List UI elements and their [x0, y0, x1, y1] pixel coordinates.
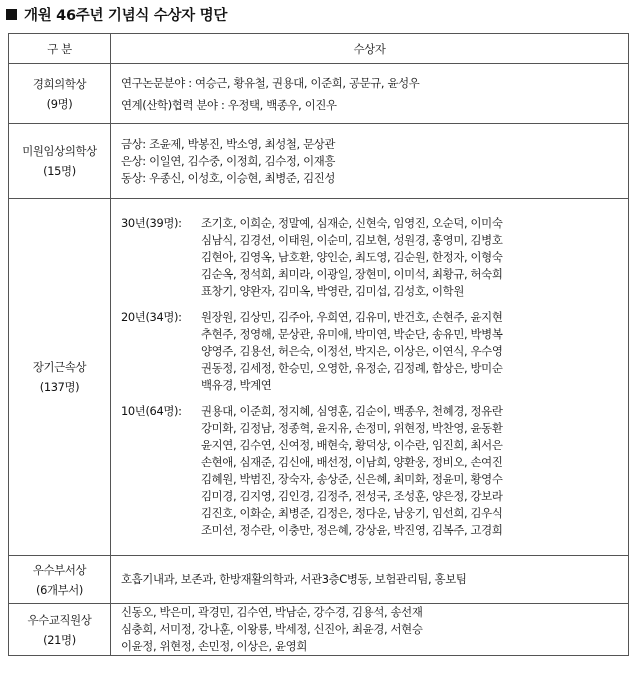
group-label: 30년(39명):: [121, 216, 182, 230]
title-text: 개원 46주년 기념식 수상자 명단: [24, 7, 228, 24]
page-title: [4, 2, 227, 26]
header-category: 구 분: [9, 34, 111, 64]
table-row: [9, 64, 629, 124]
winner-line: 백유경, 박계연: [201, 378, 272, 392]
table-row: [9, 199, 629, 556]
winner-line: 윤지연, 김수연, 신여정, 배현숙, 황덕상, 이수란, 임진희, 최서은: [201, 438, 503, 452]
header-winners: 수상자: [111, 34, 629, 64]
category-name: 장기근속상: [32, 360, 87, 374]
winner-line: 신동오, 박은미, 곽경민, 김수연, 박남순, 강수경, 김용석, 송선재: [121, 605, 423, 619]
square-bullet-icon: [6, 9, 17, 20]
category-count: (6개부서): [35, 582, 84, 597]
category-cell: [9, 604, 111, 656]
category-name: 우수교직원상: [27, 612, 92, 627]
winner-line: 은상: 이일연, 김수중, 이정희, 김수정, 이재흥: [121, 153, 336, 168]
winner-line: 연구논문분야 : 여승근, 황유철, 권용대, 이준희, 공문규, 윤성우: [121, 75, 420, 90]
service-group: [121, 403, 628, 539]
category-cell: [9, 556, 111, 604]
category-count: (137명): [39, 380, 80, 394]
winner-line: 추현주, 정영해, 문상관, 유미애, 박미연, 박순단, 송유민, 박병복: [201, 327, 503, 341]
group-label: 20년(34명):: [121, 310, 182, 324]
winner-line: 권용대, 이준희, 정지혜, 심영훈, 김순이, 백종우, 천혜경, 정유란: [201, 404, 503, 418]
winner-line: 김진호, 이화순, 최병준, 김정은, 정다운, 남웅기, 임선희, 김우식: [201, 506, 503, 520]
service-group: [121, 309, 628, 394]
winner-line: 양영주, 김용선, 허은숙, 이정선, 박지은, 이상은, 이연식, 우수영: [201, 344, 503, 358]
awards-table: [8, 33, 629, 656]
category-name: 우수부서상: [32, 562, 87, 577]
winners-cell: [111, 556, 629, 604]
winner-line: 김혜원, 박범진, 장숙자, 송상준, 신은혜, 최미화, 정윤미, 황영수: [201, 472, 503, 486]
service-group: [121, 215, 628, 300]
winners-cell: [111, 124, 629, 199]
winner-line: 이윤정, 위현정, 손민정, 이상은, 윤영희: [121, 639, 307, 653]
winner-line: 김현아, 김영옥, 남호환, 양인순, 최도영, 김순원, 한정자, 이형숙: [201, 250, 503, 264]
winners-cell: [111, 199, 629, 556]
table-row: [9, 556, 629, 604]
category-name: 미원임상의학상: [22, 144, 97, 158]
category-cell: [9, 64, 111, 124]
winner-line: 김미경, 김지영, 김인경, 김정주, 전성국, 조성훈, 양은정, 강보라: [201, 489, 503, 503]
winner-line: 호흡기내과, 보존과, 한방재활의학과, 서관3층C병동, 보험관리팀, 홍보팀: [121, 572, 467, 586]
category-cell: [9, 199, 111, 556]
winner-line: 조기호, 이희순, 정말예, 심재순, 신현숙, 임영진, 오순덕, 이미숙: [201, 216, 503, 230]
category-count: (9명): [46, 96, 73, 111]
winner-line: 조미선, 정수란, 이충만, 정은혜, 강상윤, 박진영, 김복주, 고경희: [201, 523, 503, 537]
winners-cell: [111, 604, 629, 656]
winner-line: 표창기, 양완자, 김미옥, 박영란, 김미섭, 김성호, 이학원: [201, 284, 464, 298]
winners-cell: [111, 64, 629, 124]
winner-line: 권동정, 김세정, 한승민, 오영한, 유정순, 김정례, 함상은, 방미순: [201, 361, 503, 375]
category-count: (15명): [43, 164, 76, 178]
group-names: [201, 403, 502, 539]
category-cell: [9, 124, 111, 199]
winner-line: 동상: 우종신, 이성호, 이승현, 최병준, 김진성: [121, 170, 336, 185]
winner-line: 심충희, 서미정, 강나훈, 이왕룡, 박세정, 신진아, 최윤경, 서현승: [121, 622, 423, 636]
winner-line: 금상: 조윤제, 박봉진, 박소영, 최성철, 문상관: [121, 136, 336, 151]
winner-line: 원장원, 김상민, 김주아, 우희연, 김유미, 반건호, 손현주, 윤지현: [201, 310, 503, 324]
group-label: 10년(64명):: [121, 404, 182, 418]
table-row: [9, 124, 629, 199]
winner-line: 심남식, 김경선, 이태원, 이순미, 김보현, 성원경, 홍영미, 김병호: [201, 233, 503, 247]
group-names: [201, 309, 502, 394]
table-row: [9, 604, 629, 656]
category-count: (21명): [43, 632, 76, 647]
category-name: 경희의학상: [32, 76, 87, 91]
group-names: [201, 215, 502, 300]
winner-line: 손현애, 심재준, 김신애, 배선정, 이남희, 양환웅, 정비오, 손여진: [201, 455, 503, 469]
winner-line: 강미화, 김정남, 정종혁, 윤지유, 손정미, 위현정, 박찬영, 윤동환: [201, 421, 503, 435]
table-header-row: [9, 34, 629, 64]
winner-line: 연계(산학)협력 분야 : 우정택, 백종우, 이진우: [121, 97, 337, 112]
winner-line: 김순옥, 정석희, 최미라, 이광일, 장현미, 이미석, 최황규, 허숙희: [201, 267, 503, 281]
